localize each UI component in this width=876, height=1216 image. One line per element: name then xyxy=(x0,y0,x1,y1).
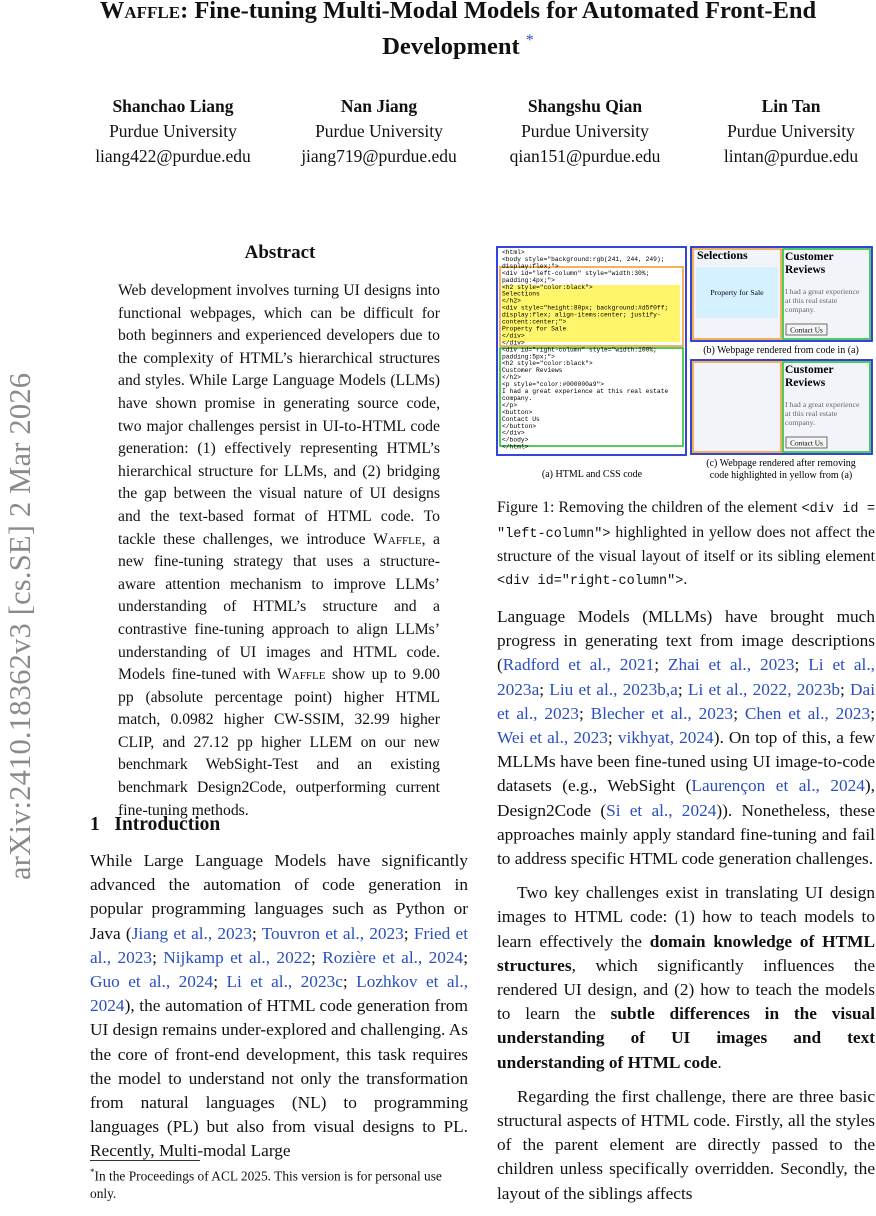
sep: ; xyxy=(578,703,591,723)
citation-link[interactable]: Liu et al., 2023b,a xyxy=(549,679,678,699)
render-b-reviews: Reviews xyxy=(785,264,826,276)
section-heading xyxy=(90,814,220,836)
figure-caption xyxy=(497,497,875,593)
code-line: display:flex;"> xyxy=(502,262,559,270)
author-email: jiang719@purdue.edu xyxy=(301,146,457,166)
abstract-waffle-2: Waffle xyxy=(277,666,326,684)
code-line: <div style="height:80px; background:#d5f0ff; xyxy=(502,304,669,312)
render-b-customer: Customer xyxy=(785,251,834,263)
abstract-p3: show up to 9.00 pp (absolute percentage point) higher HTML match, 0.0982 higher CW-SSIM, 32.99 higher CLIP, and 27.12 pp higher LLEM on our new benchmark WebSight-Test and an existing benchmark Design2Code, outperforming current fine-tuning methods. xyxy=(118,666,441,819)
citation-link[interactable]: Li et al., 2022, 2023b xyxy=(687,679,840,699)
render-b-property: Property for Sale xyxy=(710,288,764,297)
caption-text: highlighted in yellow does not affect the structure of the visual layout of itself or its sibling element xyxy=(497,523,875,565)
code-line: </p> xyxy=(502,401,518,409)
code-line: <h2 style="color:black"> xyxy=(502,360,593,368)
citation-link[interactable]: Lozhkov et al., 2024 xyxy=(90,972,469,1016)
sep: ; xyxy=(311,947,323,967)
intro-text: ), the automation of HTML code generation from UI design remains under-explored and challenging. As the core of front-end development, this task requires the model to understand not only the transformation from natural languages (NL) to programming languages (PL) but also from visual designs to PL. Recently, Multi-modal Large xyxy=(90,996,468,1161)
footnote xyxy=(90,1163,470,1203)
author-email: liang422@purdue.edu xyxy=(95,146,251,166)
code-line: </div> xyxy=(502,339,525,347)
sep: ; xyxy=(152,947,164,967)
emphasis: domain knowledge of HTML structures xyxy=(497,931,875,975)
figure-1 xyxy=(495,241,875,487)
author-email: qian151@purdue.edu xyxy=(509,146,661,166)
caption-text: Figure 1: Removing the children of the element xyxy=(497,499,802,516)
sep: ; xyxy=(463,947,469,967)
sep: ; xyxy=(733,703,745,723)
text: ), Design2Code ( xyxy=(497,776,875,820)
citation-link[interactable]: Si et al., 2024 xyxy=(606,800,717,820)
citation-link[interactable]: Zhai et al., 2023 xyxy=(667,655,795,675)
caption-c-line2: code highlighted in yellow from (a) xyxy=(709,470,853,481)
code-line: <button> xyxy=(502,408,533,416)
text: Two key challenges exist in translating UI design images to HTML code: (1) how to teach models to learn effectively the xyxy=(497,883,875,951)
author-1 xyxy=(68,94,278,169)
render-c-reviews: Reviews xyxy=(785,377,826,389)
render-b-selections: Selections xyxy=(697,248,748,262)
sep: ; xyxy=(654,655,668,675)
paper-title xyxy=(40,0,876,62)
section-title: Introduction xyxy=(114,814,221,835)
render-c-review1: I had a great experience xyxy=(785,400,860,409)
abstract-heading: Abstract xyxy=(244,242,316,263)
paragraph xyxy=(497,881,875,1075)
code-line: <html> xyxy=(502,249,525,256)
paragraph xyxy=(497,1085,875,1206)
sep: ; xyxy=(342,972,357,992)
sep: ; xyxy=(607,728,618,748)
citation-link[interactable]: Laurençon et al., 2024 xyxy=(691,776,865,796)
citation-link[interactable]: Dai et al., 2023 xyxy=(497,679,875,723)
intro-text: While Large Language Models have significantly advanced the automation of code generation in popular programming languages such as Python or Java ( xyxy=(90,851,468,943)
caption-code-2: <div id="right-column"> xyxy=(497,573,684,589)
citation-link[interactable]: Wei et al., 2023 xyxy=(497,728,608,748)
section-number: 1 xyxy=(90,814,100,835)
citation-link[interactable]: Fried et al., 2023 xyxy=(90,923,468,967)
text: Language Models (MLLMs) have brought much progress in generating text from image descriptions ( xyxy=(497,607,875,675)
citation-link[interactable]: Blecher et al., 2023 xyxy=(590,703,734,723)
sep: ; xyxy=(839,679,851,699)
render-c-review2: at this real estate xyxy=(785,409,838,418)
author-name: Shangshu Qian xyxy=(527,96,643,116)
text: Regarding the first challenge, there are three basic structural aspects of HTML code. Firstly, all the styles of the parent element are directly passed to the children unless specifically overridden. Secondly, the layout of the siblings affects xyxy=(497,1086,875,1203)
emphasis: subtle differences in the visual understanding of UI images and text understanding of HTML code xyxy=(497,1004,875,1072)
paragraph xyxy=(497,605,875,871)
code-line: </div> xyxy=(502,332,525,340)
sep: ; xyxy=(794,655,809,675)
citation-link[interactable]: Li et al., 2023a xyxy=(497,655,876,699)
author-2 xyxy=(274,94,484,169)
author-name: Shanchao Liang xyxy=(112,96,234,116)
author-name: Lin Tan xyxy=(761,96,821,116)
caption-b: (b) Webpage rendered from code in (a) xyxy=(703,345,859,356)
code-line: </h2> xyxy=(502,297,521,305)
code-line: <h2 style="color:black"> xyxy=(502,283,593,291)
sep: ; xyxy=(251,923,262,943)
citation-link[interactable]: Chen et al., 2023 xyxy=(744,703,871,723)
citation-link[interactable]: Rozière et al., 2024 xyxy=(322,947,464,967)
sep: ; xyxy=(213,972,227,992)
title-rest: : Fine-tuning Multi-Modal Models for Automated Front-End Development xyxy=(180,0,817,61)
code-line: Contact Us xyxy=(502,415,540,423)
render-b-review1: I had a great experience xyxy=(785,287,860,296)
code-line: Customer Reviews xyxy=(502,367,563,375)
render-c-customer: Customer xyxy=(785,364,834,376)
footnote-rule xyxy=(90,1160,200,1161)
arxiv-stamp xyxy=(0,290,38,890)
sep: ; xyxy=(677,679,688,699)
arxiv-stamp-svg xyxy=(0,290,38,890)
author-4 xyxy=(686,94,876,169)
code-line: <p style="color:#000000a9"> xyxy=(502,381,605,389)
footnote-mark: * xyxy=(90,1167,95,1177)
caption-a: (a) HTML and CSS code xyxy=(541,469,643,480)
code-line: content:center;"> xyxy=(502,318,567,326)
render-c-left xyxy=(693,362,781,452)
abstract-body xyxy=(118,280,440,822)
author-email: lintan@purdue.edu xyxy=(723,146,859,166)
abstract-waffle-1: Waffle xyxy=(373,530,422,548)
title-waffle: Waffle xyxy=(99,0,181,24)
code-line: <div id="right-column" style="width:100%; xyxy=(502,346,657,354)
text: , which significantly influences the rendered UI design, and (2) how to teach the models to learn the xyxy=(497,955,875,1024)
sep: ; xyxy=(870,703,876,723)
footnote-text: In the Proceedings of ACL 2025. This version is for personal use only. xyxy=(90,1168,442,1202)
caption-code-1: <div id = "left-column"> xyxy=(497,502,875,542)
title-footnote-mark[interactable]: * xyxy=(525,32,534,49)
figure-1-svg xyxy=(495,241,875,487)
code-line: Property for Sale xyxy=(502,325,567,333)
code-line: <body style="background:rgb(241, 244, 249); xyxy=(502,255,665,263)
arxiv-stamp-text: arXiv:2410.18362v3 [cs.SE] 2 Mar 2026 xyxy=(3,372,37,880)
author-affiliation: Purdue University xyxy=(315,121,443,141)
code-line: </html> xyxy=(502,443,529,451)
code-line: </div> xyxy=(502,429,525,437)
render-b-review2: at this real estate xyxy=(785,296,838,305)
code-line: padding:4px;"> xyxy=(502,276,555,284)
text: )). Nonetheless, these approaches mainly apply standard fine-tuning and fail to address specific HTML code generation challenges. xyxy=(497,800,875,869)
render-b-review3: company. xyxy=(785,305,816,314)
citation-link[interactable]: Guo et al., 2024 xyxy=(90,972,214,992)
citation-link[interactable]: Li et al., 2023c xyxy=(226,972,343,992)
code-line: display:flex; align-items:center; justify- xyxy=(502,311,661,319)
sep: ; xyxy=(539,679,550,699)
code-line: </body> xyxy=(502,436,529,444)
right-column-text xyxy=(497,605,875,1216)
author-affiliation: Purdue University xyxy=(109,121,237,141)
abstract-p2: , a new fine-tuning strategy that uses a structure-aware attention mechanism to improve LLMs’ understanding of HTML’s structure and a contrastive fine-tuning approach to align LLMs’ understanding of UI images and HTML code. Models fine-tuned with xyxy=(118,530,441,684)
render-b-contact: Contact Us xyxy=(790,325,823,335)
citation-link[interactable]: vikhyat, 2024 xyxy=(617,728,714,748)
citation-link[interactable]: Radford et al., 2021 xyxy=(502,655,655,675)
code-line: Selections xyxy=(502,290,540,298)
render-c-review3: company. xyxy=(785,418,816,427)
author-affiliation: Purdue University xyxy=(521,121,649,141)
caption-c-line1: (c) Webpage rendered after removing xyxy=(706,458,856,469)
code-line: company. xyxy=(502,394,533,402)
caption-text: . xyxy=(683,570,688,588)
code-line: I had a great experience at this real estate xyxy=(502,388,669,395)
intro-paragraph xyxy=(90,849,468,1164)
author-affiliation: Purdue University xyxy=(727,121,855,141)
code-line: </button> xyxy=(502,422,537,430)
author-3 xyxy=(480,94,690,169)
render-c-contact: Contact Us xyxy=(790,438,823,448)
abstract-p1: Web development involves turning UI designs into functional webpages, which can be difficult for both beginners and experienced developers due to the complexity of HTML’s hierarchical structures and styles. While Large Language Models (LLMs) have shown promise in generating source code, two major challenges persist in UI-to-HTML code generation: (1) effectively representing HTML’s hierarchical structure for LLMs, and (2) bridging the gap between the visual nature of UI designs and the text-based format of HTML code. To tackle these challenges, we introduce xyxy=(118,282,440,548)
code-line: <div id="left-column" style="width:30%; xyxy=(502,269,650,277)
citation-link[interactable]: Touvron et al., 2023 xyxy=(261,923,404,943)
citation-link[interactable]: Jiang et al., 2023 xyxy=(131,923,252,943)
citation-link[interactable]: Nijkamp et al., 2022 xyxy=(163,947,311,967)
text: . xyxy=(717,1052,722,1072)
sep: ; xyxy=(403,923,414,943)
code-line: padding:5px;"> xyxy=(502,353,555,361)
text: ). On top of this, a few MLLMs have been fine-tuned using UI image-to-code datasets (e.g., WebSight ( xyxy=(497,728,875,796)
code-line: </h2> xyxy=(502,374,521,382)
author-name: Nan Jiang xyxy=(340,96,418,116)
